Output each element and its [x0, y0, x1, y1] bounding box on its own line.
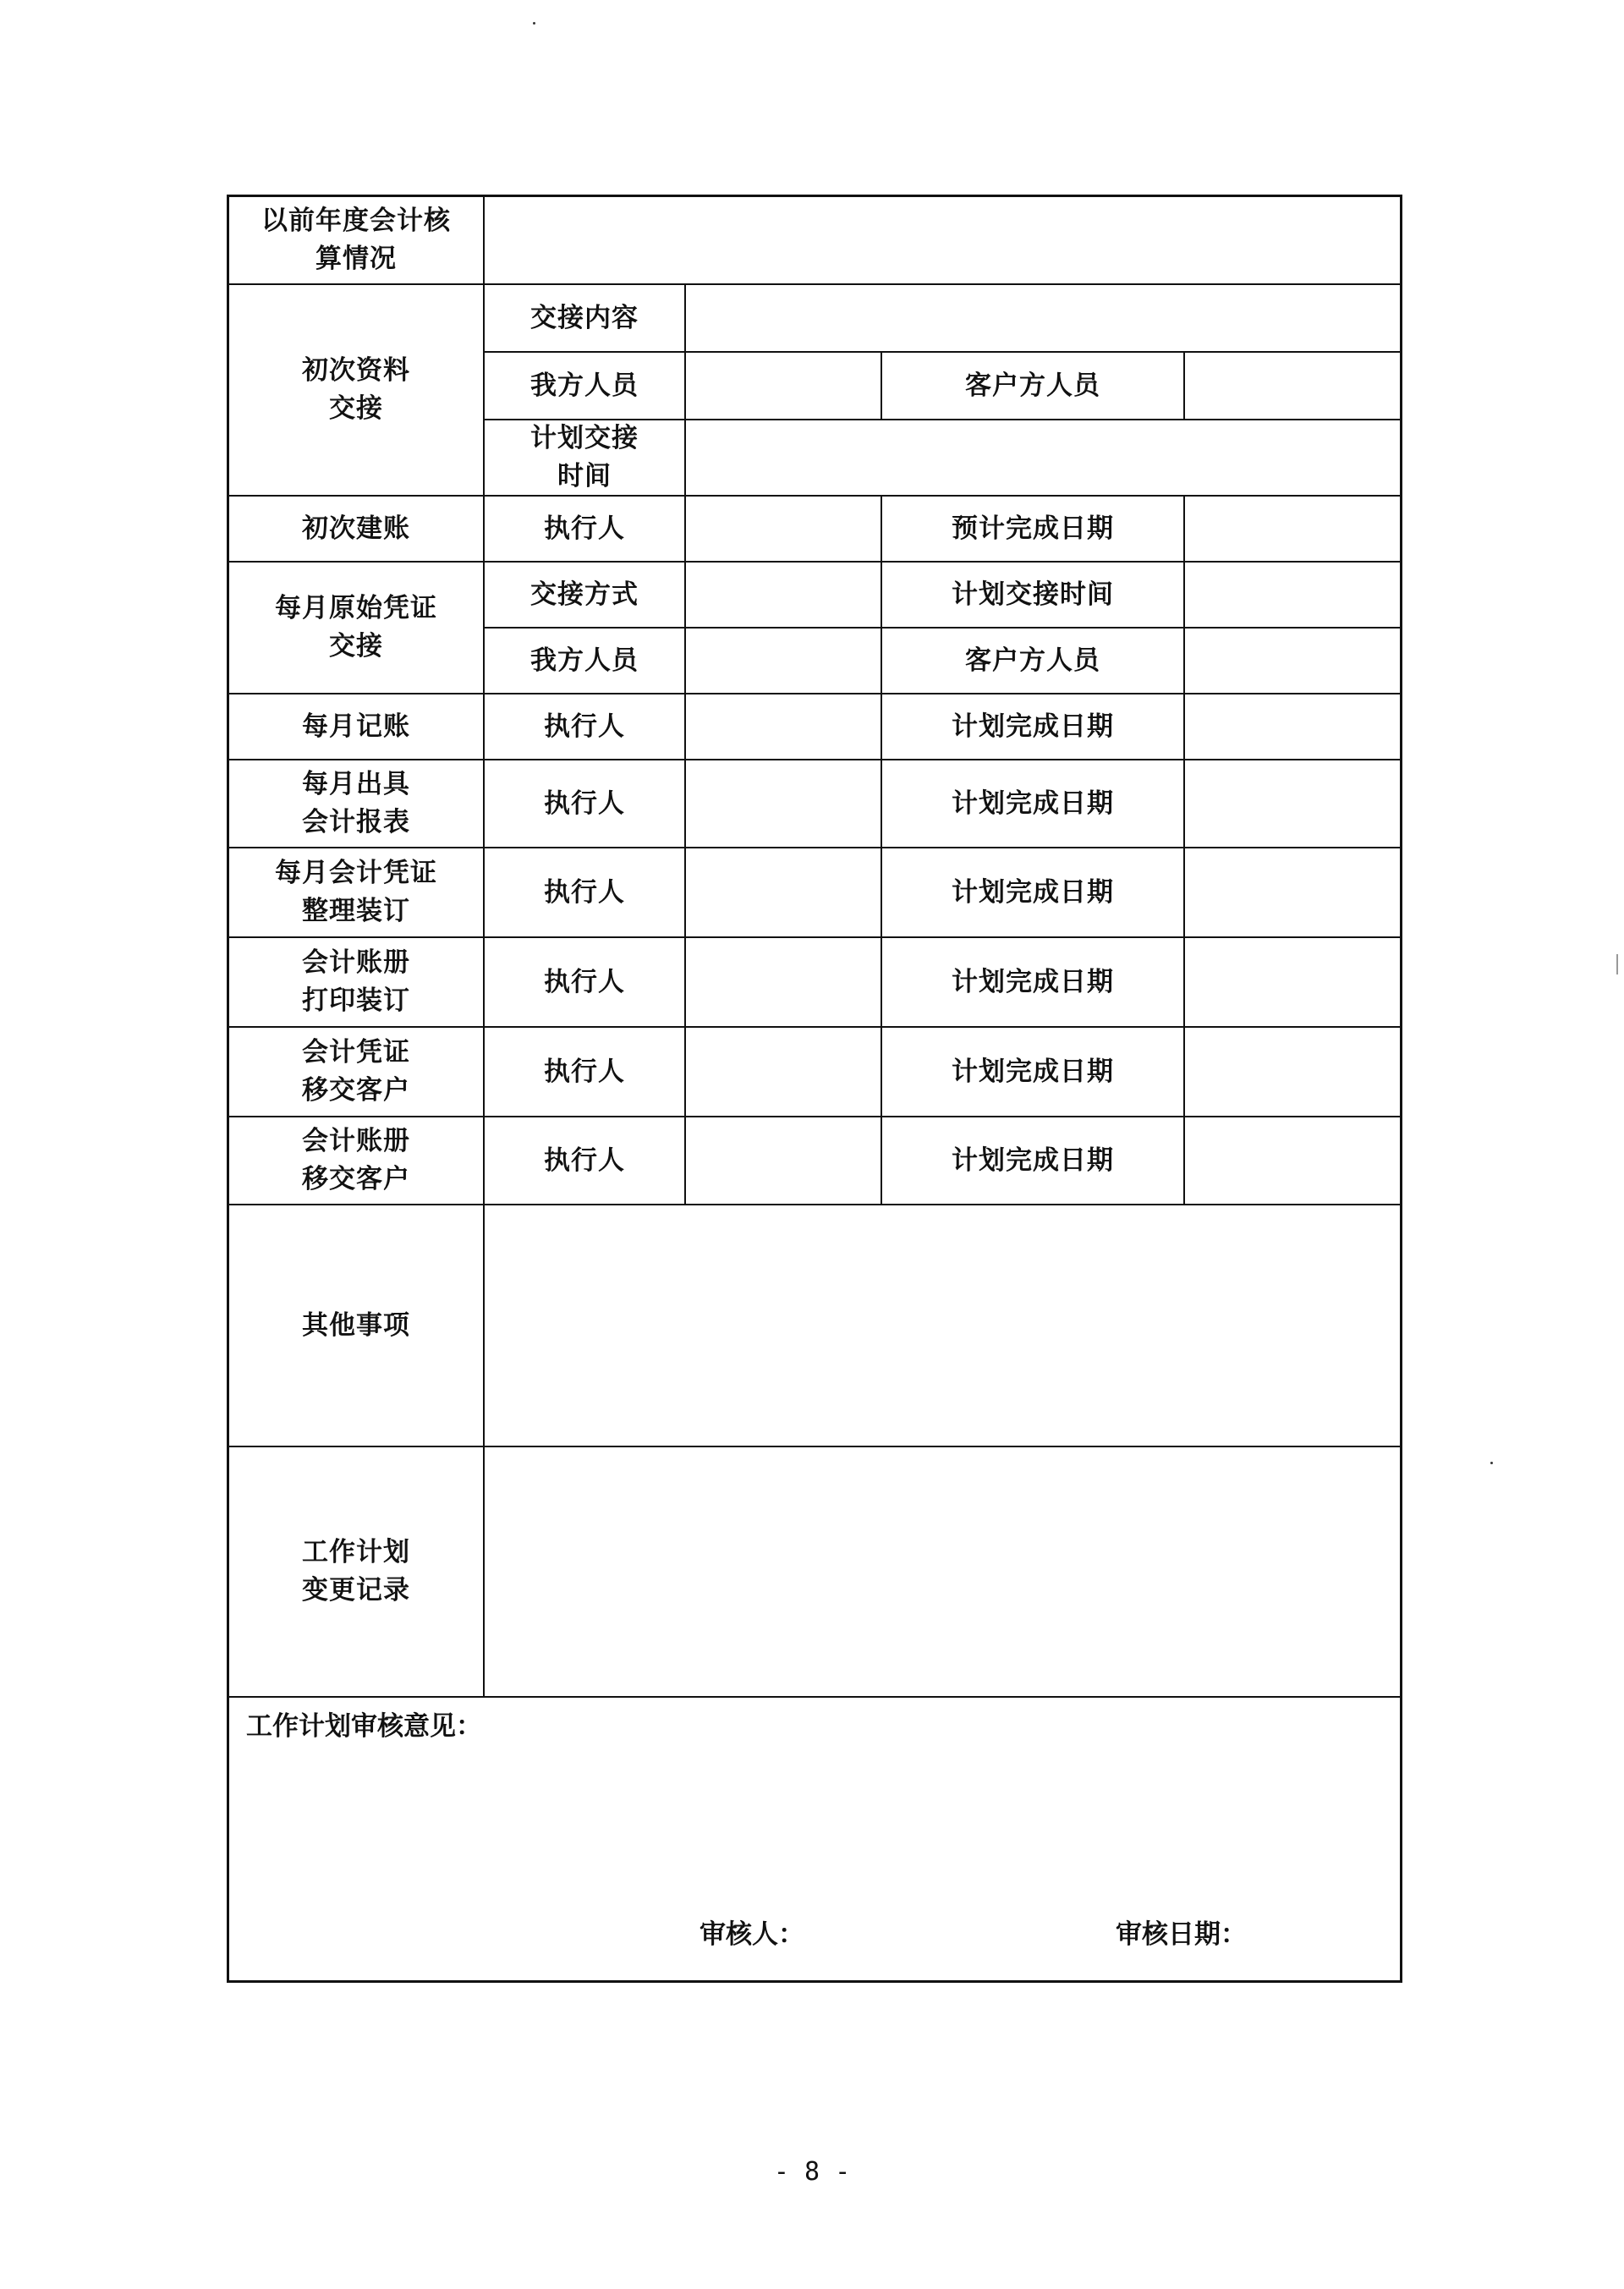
client-staff-field[interactable]	[1185, 629, 1400, 693]
work-plan-form	[227, 195, 1402, 1983]
initial-books-label: 初次建账	[302, 513, 410, 544]
executor-field[interactable]	[686, 694, 881, 759]
plan-date-field[interactable]	[1185, 938, 1400, 1026]
initial-handover-label: 初次资料 交接	[302, 355, 410, 424]
our-staff-label: 我方人员	[530, 645, 639, 676]
scan-speck	[1490, 1462, 1493, 1464]
reviewer-label: 审核人：	[700, 1919, 804, 1950]
plan-date-field[interactable]	[1185, 848, 1400, 936]
task-label: 会计账册 移交客户	[302, 1126, 410, 1194]
client-staff-label: 客户方人员	[965, 645, 1100, 676]
scan-speck	[533, 22, 535, 25]
handover-content-field[interactable]	[686, 285, 1400, 351]
monthly-voucher-label: 每月原始凭证 交接	[275, 593, 437, 661]
other-matters-label: 其他事项	[302, 1309, 410, 1341]
other-matters-field[interactable]	[485, 1205, 1400, 1446]
task-label: 每月记账	[302, 711, 410, 742]
plan-changes-field[interactable]	[485, 1447, 1400, 1696]
plan-handover-time-field[interactable]	[686, 420, 1400, 495]
page-number: - 8 -	[773, 2157, 851, 2187]
executor-field[interactable]	[686, 1117, 881, 1204]
handover-method-label: 交接方式	[530, 579, 639, 610]
our-staff-field[interactable]	[686, 629, 881, 693]
executor-field[interactable]	[686, 938, 881, 1026]
executor-label: 执行人	[544, 966, 625, 997]
plan-date-field[interactable]	[1185, 694, 1400, 759]
plan-date-label: 计划完成日期	[952, 788, 1114, 819]
plan-handover-time-field[interactable]	[1185, 563, 1400, 627]
executor-field[interactable]	[686, 848, 881, 936]
expected-date-field[interactable]	[1185, 497, 1400, 561]
review-opinion-label: 工作计划审核意见：	[246, 1711, 482, 1742]
task-label: 会计账册 打印装订	[302, 947, 410, 1016]
executor-label: 执行人	[544, 1144, 625, 1176]
review-section[interactable]	[229, 1698, 1400, 1980]
our-staff-field[interactable]	[686, 353, 881, 419]
executor-label: 执行人	[544, 788, 625, 819]
plan-date-field[interactable]	[1185, 760, 1400, 847]
plan-date-label: 计划完成日期	[952, 876, 1114, 908]
client-staff-label: 客户方人员	[965, 370, 1100, 401]
task-label: 每月出具 会计报表	[302, 769, 410, 837]
plan-date-label: 计划完成日期	[952, 711, 1114, 742]
executor-label: 执行人	[544, 711, 625, 742]
executor-field[interactable]	[686, 497, 881, 561]
handover-method-field[interactable]	[686, 563, 881, 627]
plan-date-field[interactable]	[1185, 1028, 1400, 1116]
our-staff-label: 我方人员	[530, 370, 639, 401]
plan-date-label: 计划完成日期	[952, 966, 1114, 997]
client-staff-field[interactable]	[1185, 353, 1400, 419]
executor-field[interactable]	[686, 1028, 881, 1116]
plan-handover-time-label: 计划交接 时间	[530, 423, 639, 491]
executor-label: 执行人	[544, 513, 625, 544]
task-label: 每月会计凭证 整理装订	[275, 858, 437, 926]
prior-year-label: 以前年度会计核 算情况	[261, 206, 451, 274]
plan-handover-time-label: 计划交接时间	[952, 579, 1114, 610]
plan-changes-label: 工作计划 变更记录	[302, 1537, 410, 1606]
plan-date-field[interactable]	[1185, 1117, 1400, 1204]
scan-mark	[1616, 954, 1618, 974]
expected-date-label: 预计完成日期	[952, 513, 1114, 544]
plan-date-label: 计划完成日期	[952, 1056, 1114, 1087]
review-date-label: 审核日期：	[1116, 1919, 1247, 1950]
handover-content-label: 交接内容	[530, 302, 639, 333]
executor-field[interactable]	[686, 760, 881, 847]
plan-date-label: 计划完成日期	[952, 1144, 1114, 1176]
prior-year-field[interactable]	[485, 197, 1400, 283]
task-label: 会计凭证 移交客户	[302, 1037, 410, 1106]
executor-label: 执行人	[544, 1056, 625, 1087]
executor-label: 执行人	[544, 876, 625, 908]
